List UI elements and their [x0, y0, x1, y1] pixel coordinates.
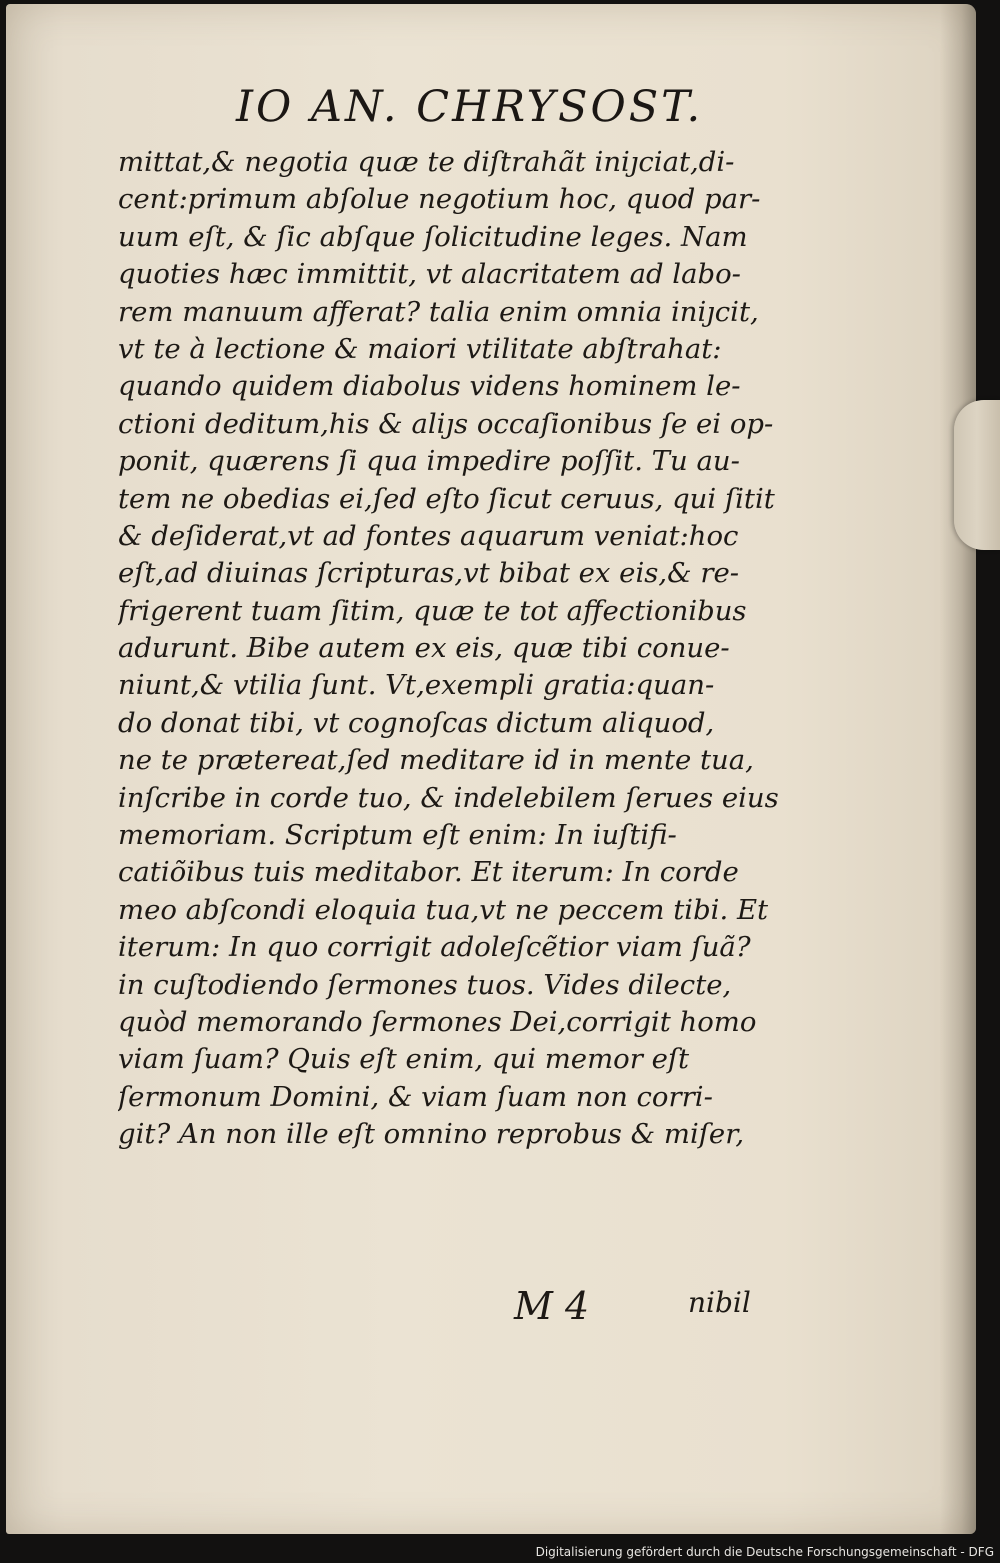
- signature-mark: M 4: [514, 1284, 590, 1328]
- book-page: [6, 4, 976, 1534]
- text-line: vt te à lectione & maiori vtilitate abſtrahat:: [118, 332, 722, 365]
- text-line: iterum: In quo corrigit adoleſcẽtior viam ſuã?: [118, 931, 751, 964]
- page-edge-shadow: [940, 4, 976, 1534]
- text-line: adurunt. Bibe autem ex eis, quæ tibi conue-: [118, 632, 730, 665]
- text-line: do donat tibi, vt cognoſcas dictum aliquod,: [118, 706, 715, 739]
- text-line: ne te prætereat,ſed meditare id in mente tua,: [118, 744, 754, 777]
- text-line: rem manuum afferat? talia enim omnia iniȷcit,: [118, 295, 759, 328]
- running-head: IO AN. CHRYSOST.: [236, 82, 704, 132]
- text-line: niunt,& vtilia ſunt. Vt,exempli gratia:quan-: [118, 669, 715, 702]
- text-line: eſt,ad diuinas ſcripturas,vt bibat ex eis,& re-: [118, 557, 740, 590]
- text-line: in cuſtodiendo ſermones tuos. Vides dilecte,: [118, 968, 732, 1001]
- page-clip-tab: [954, 400, 1000, 550]
- digitization-footer: Digitalisierung gefördert durch die Deutsche Forschungsgemeinschaft - DFG: [535, 1545, 994, 1559]
- text-line: & deſiderat,vt ad fontes aquarum veniat:hoc: [118, 519, 739, 552]
- text-line: inſcribe in corde tuo, & indelebilem ſerues eius: [118, 781, 779, 814]
- text-line: viam ſuam? Quis eſt enim, qui memor eſt: [118, 1043, 690, 1076]
- text-line: quoties hæc immittit, vt alacritatem ad labo-: [118, 258, 741, 291]
- text-line: mittat,& negotia quæ te diſtrahãt iniȷciat,di-: [118, 146, 735, 178]
- text-line: ſermonum Domini, & viam ſuam non corri-: [118, 1080, 713, 1113]
- text-line: catiõibus tuis meditabor. Et iterum: In corde: [118, 856, 739, 889]
- text-line: memoriam. Scriptum eſt enim: In iuſtifi-: [118, 819, 677, 852]
- text-line: ctioni deditum,his & aliȷs occaſionibus ſe ei op-: [118, 407, 774, 440]
- text-line: uum eſt, & ſic abſque ſolicitudine leges. Nam: [118, 220, 748, 253]
- text-line: cent:primum abſolue negotium hoc, quod par-: [118, 183, 761, 216]
- body-text: [118, 144, 818, 1154]
- text-line: tem ne obedias ei,ſed eſto ſicut ceruus, qui ſitit: [118, 482, 775, 515]
- text-line: meo abſcondi eloquia tua,vt ne peccem tibi. Et: [118, 893, 769, 926]
- text-line: git? An non ille eſt omnino reprobus & miſer,: [118, 1118, 745, 1151]
- text-line: quando quidem diabolus videns hominem le-: [118, 370, 741, 403]
- text-line: quòd memorando ſermones Dei,corrigit homo: [118, 1005, 757, 1038]
- text-line: ponit, quærens ſi qua impedire poſſit. Tu au-: [118, 445, 740, 478]
- catchword: nibil: [688, 1286, 751, 1319]
- text-line: frigerent tuam ſitim, quæ te tot affectionibus: [118, 594, 747, 627]
